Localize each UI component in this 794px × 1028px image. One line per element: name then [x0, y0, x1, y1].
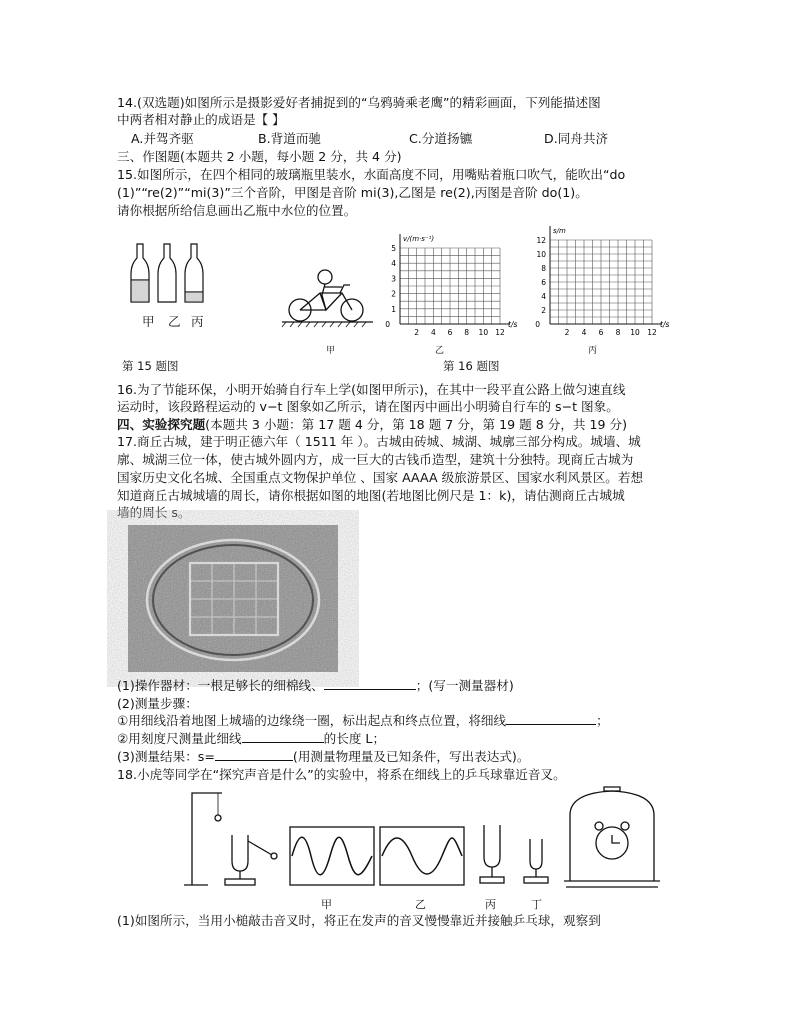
q14-line1: 14.(双选题)如图所示是摄影爱好者捕捉到的“乌鸦骑乘老鹰”的精彩画面，下列能描述图: [117, 95, 601, 110]
fig15-caption: 第 15 题图: [122, 359, 179, 373]
q16-line1: 16.为了节能环保，小明开始骑自行车上学(如图甲所示)，在其中一段平直公路上做匀速直线: [117, 382, 626, 397]
fig18-label-bing: 丙: [485, 898, 496, 911]
q17-part3: (3)测量结果：s= (用测量物理量及已知条件，写出表达式)。: [117, 749, 530, 764]
answer-blank-step1[interactable]: [506, 712, 596, 725]
y-axis-label: v/(m·s⁻¹): [403, 235, 435, 243]
fig18-label-ding: 丁: [531, 898, 542, 911]
y-tick-label: 10: [536, 250, 546, 259]
x-tick-label: 10: [478, 328, 489, 337]
x-tick-label: 2: [564, 328, 570, 337]
q17-line3: 国家历史文化名城、全国重点文物保护单位 、国家 AAAA 级旅游景区、国家水利风景区。若想: [117, 470, 644, 485]
section4-heading: 四、实验探究题(本题共 3 小题：第 17 题 4 分，第 18 题 7 分，第 19 题 8 分，共 19 分): [117, 417, 628, 432]
q17-step1: ①用细线沿着地图上城墙的边缘绕一圈，标出起点和终点位置，将细线 ；: [117, 713, 609, 728]
x-tick-label: 4: [430, 328, 436, 337]
x-tick-label: 6: [598, 328, 604, 337]
y-tick-label: 0: [535, 320, 540, 329]
y-tick-label: 3: [391, 274, 396, 284]
y-tick-label: 0: [385, 320, 390, 329]
y-tick-label: 5: [391, 244, 396, 253]
q17-line5: 墙的周长 s。: [117, 505, 191, 520]
cyclist-label: 甲: [326, 346, 336, 356]
x-tick-label: 2: [414, 328, 420, 337]
st-graph: [520, 228, 680, 348]
bottle-label-yi: 乙: [168, 314, 181, 329]
bottle-yi: [158, 244, 176, 302]
q15-line2: (1)”“re(2)”“mi(3)”三个音阶，甲图是音阶 mi(3),乙图是 re(2),丙图是音阶 do(1)。: [117, 185, 588, 200]
y-tick-label: 6: [541, 278, 546, 287]
section3-heading: 三、作图题(本题共 2 小题，每小题 2 分，共 4 分): [117, 149, 402, 164]
q17-part1: (1)操作器材：一根足够长的细棉线、 ；(写一测量器材): [117, 678, 514, 693]
y-tick-label: 8: [541, 264, 546, 273]
q17-step2: ②用刻度尺测量此细线 的长度 L；: [117, 731, 386, 746]
y-tick-label: 4: [541, 292, 546, 301]
fig16-caption: 第 16 题图: [443, 359, 500, 373]
answer-blank-equipment[interactable]: [324, 677, 416, 690]
q17-line4: 知道商丘古城城墙的周长，请你根据如图的地图(若地图比例尺是 1：k)，请估测商丘古城城: [117, 488, 625, 503]
cyclist-figure: [280, 265, 375, 330]
x-tick-label: 8: [464, 328, 470, 337]
y-tick-label: 12: [536, 236, 546, 245]
answer-blank-result[interactable]: [215, 748, 293, 761]
ancient-city-map: [128, 525, 338, 672]
bottle-label-jia: 甲: [142, 314, 155, 329]
q15-line3: 请你根据所给信息画出乙瓶中水位的位置。: [117, 203, 357, 218]
tuning-fork-figure: [180, 785, 660, 893]
x-tick-label: 10: [630, 328, 640, 337]
st-graph-label: 丙: [588, 346, 598, 356]
y-tick-label: 4: [391, 259, 396, 269]
q18-line1: 18.小虎等同学在“探究声音是什么”的实验中，将系在细线上的乒乓球靠近音叉。: [117, 767, 566, 782]
choice-a: A.并驾齐驱: [131, 131, 194, 146]
y-tick-label: 2: [541, 306, 546, 315]
y-tick-label: 2: [391, 289, 396, 299]
q15-line1: 15.如图所示，在四个相同的玻璃瓶里装水，水面高度不同，用嘴贴着瓶口吹气，能吹出“do: [117, 167, 626, 182]
x-axis-label: t/s: [508, 320, 518, 329]
q18-line2: (1)如图所示，当用小槌敲击音叉时，将正在发声的音叉慢慢靠近并接触乒乓球，观察到: [117, 913, 601, 928]
choice-d: D.同舟共济: [544, 131, 609, 146]
y-axis-label: s/m: [553, 227, 566, 235]
choice-c: C.分道扬镳: [409, 131, 473, 146]
q17-line1: 17.商丘古城，建于明正德六年（ 1511 年 ）。古城由砖城、城湖、城廓三部分构成。城墙、城: [117, 434, 641, 449]
answer-blank-step2[interactable]: [242, 730, 324, 743]
q14-choices: [117, 130, 677, 147]
fig18-label-jia: 甲: [321, 898, 332, 911]
x-tick-label: 12: [495, 328, 505, 337]
vt-graph-label: 乙: [435, 346, 445, 356]
x-tick-label: 6: [447, 328, 453, 337]
bottle-label-bing: 丙: [191, 314, 204, 329]
x-tick-label: 8: [615, 328, 621, 337]
q14-line2: 中两者相对静止的成语是【 】: [117, 112, 285, 127]
fig18-label-yi: 乙: [415, 898, 426, 911]
q16-line2: 运动时，该段路程运动的 v−t 图象如乙所示，请在图丙中画出小明骑自行车的 s−t 图象。: [117, 399, 619, 414]
q17-line2: 廓、城湖三位一体，使古城外圆内方，成一巨大的古钱币造型，建筑十分独特。现商丘古城为: [117, 452, 634, 467]
y-tick-label: 1: [391, 304, 396, 314]
q17-part2: (2)测量步骤：: [117, 696, 198, 711]
x-tick-label: 4: [581, 328, 587, 337]
x-tick-label: 12: [647, 328, 657, 337]
x-axis-label: t/s: [660, 320, 670, 329]
choice-b: B.背道而驰: [258, 131, 322, 146]
vt-graph: [372, 228, 518, 348]
